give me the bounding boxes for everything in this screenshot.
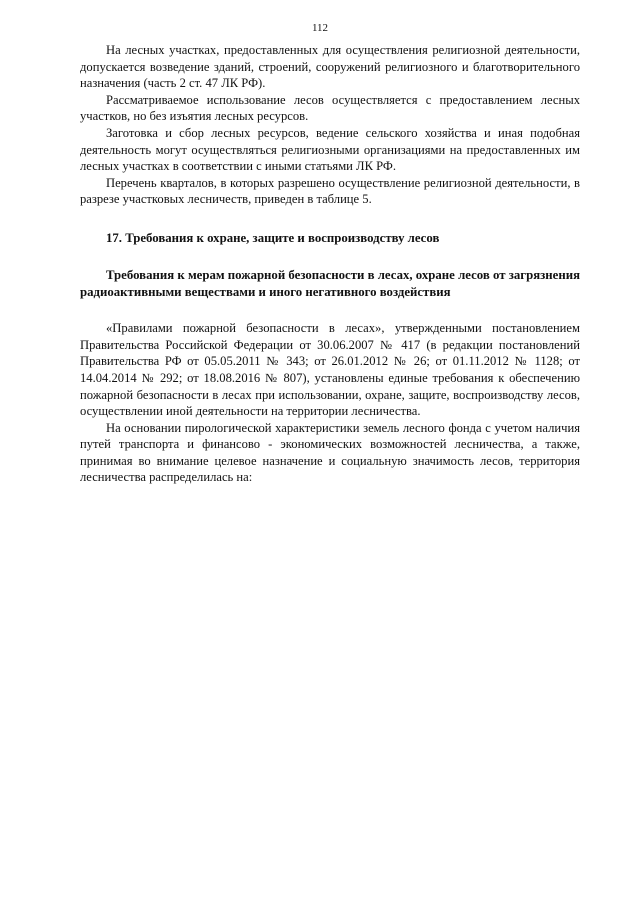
section-subheading: Требования к мерам пожарной безопасности в лесах, охране лесов от загрязнения радиоактивными веществами и иного негативного воздействия	[80, 267, 580, 299]
page-content	[80, 42, 580, 486]
page-number: 112	[311, 22, 329, 34]
paragraph-harvesting: Заготовка и сбор лесных ресурсов, ведение сельского хозяйства и иная подобная деятельность могут осуществляться религиозными организациями на предоставленных им лесных участках в соответствии с иными статьями ЛК РФ.	[80, 125, 580, 174]
paragraph-religious-buildings: На лесных участках, предоставленных для осуществления религиозной деятельности, допускается возведение зданий, строений, сооружений религиозного и благотворительного назначения (часть 2 ст. 47 ЛК РФ).	[80, 43, 580, 91]
paragraph-quarters-list: Перечень кварталов, в которых разрешено осуществление религиозной деятельности, в разрезе участковых лесничеств, приведен в таблице 5.	[80, 175, 580, 207]
paragraph-fire-safety-rules: «Правилами пожарной безопасности в лесах», утвержденными постановлением Правительства Российской Федерации от 30.06.2007 № 417 (в редакции постановлений Правительства РФ от 05.05.2011 № 343; от 26.01.2012 № 26; от 01.11.2012 № 1128; от 14.04.2014 № 292; от 18.08.2016 № 807), установлены единые требования к обеспечению пожарной безопасности в лесах при использовании, охране, защите, воспроизводству лесов, осуществлении иной деятельности на территории лесничества.	[80, 321, 580, 419]
paragraph-pyrological-characteristics: На основании пирологической характеристики земель лесного фонда с учетом наличия путей транспорта и финансово - экономических возможностей лесничества, а также, принимая во внимание целевое назначение и социальную значимость лесов, территория лесничества распределилась на:	[80, 420, 580, 485]
section-heading: 17. Требования к охране, защите и воспроизводству лесов	[106, 230, 440, 245]
paragraph-forest-use: Рассматриваемое использование лесов осуществляется с предоставлением лесных участков, но без изъятия лесных ресурсов.	[80, 92, 580, 124]
